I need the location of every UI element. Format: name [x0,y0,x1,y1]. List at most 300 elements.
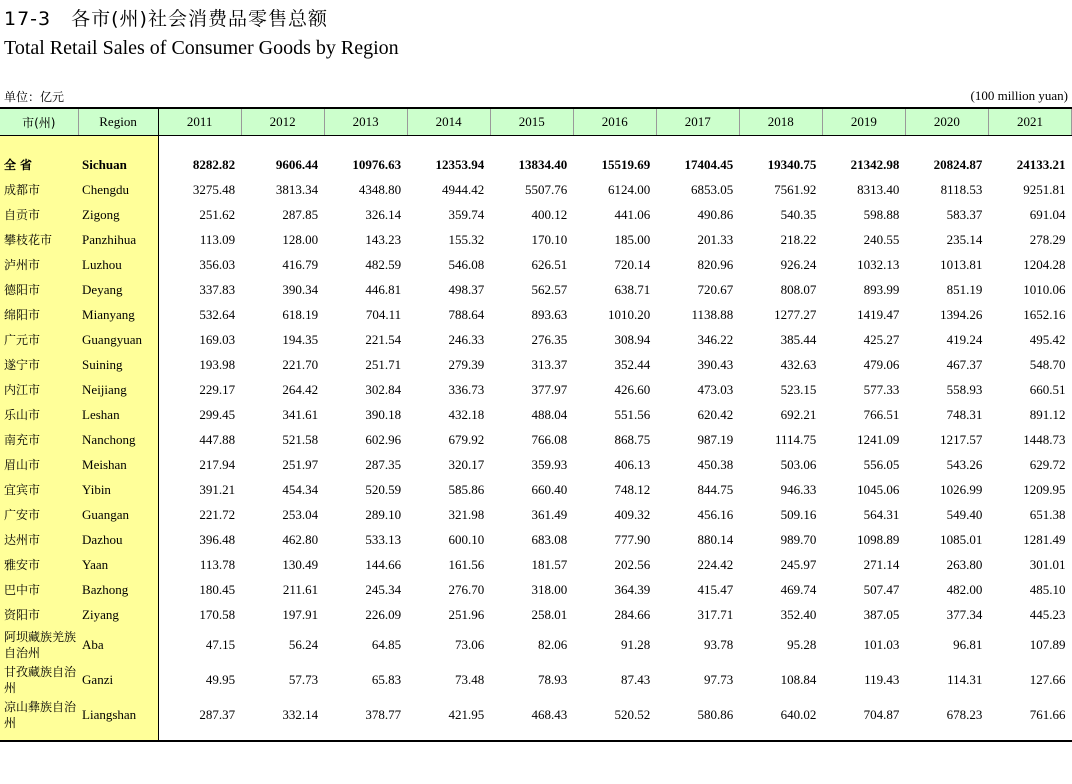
value-cell: 577.33 [863,381,900,397]
value-cell: 660.40 [531,481,568,497]
value-cell: 808.07 [780,281,817,297]
value-cell: 651.38 [1029,506,1066,522]
value-cell: 1026.99 [940,481,983,497]
value-cell: 9251.81 [1023,181,1066,197]
value-cell: 56.24 [288,636,319,652]
table-title-en: Total Retail Sales of Consumer Goods by Region [4,37,399,59]
value-cell: 377.34 [946,606,983,622]
value-cell: 229.17 [199,381,236,397]
value-cell: 1098.89 [857,531,900,547]
value-cell: 73.06 [454,636,485,652]
value-cell: 108.84 [780,671,817,687]
value-cell: 788.64 [448,306,485,322]
value-cell: 851.19 [946,281,983,297]
spacer-cell [158,136,241,153]
value-cell: 245.34 [365,581,402,597]
table-row [0,602,1072,627]
value-cell: 396.48 [199,531,236,547]
value-cell: 546.08 [448,256,485,272]
end-cell [739,732,822,741]
value-cell: 509.16 [780,506,817,522]
value-cell: 271.14 [863,556,900,572]
value-cell: 201.33 [697,231,734,247]
value-cell: 485.10 [1029,581,1066,597]
region-name-cn: 资阳市 [0,602,78,627]
value-cell: 73.48 [454,671,485,687]
value-cell: 551.56 [614,406,651,422]
value-cell: 13834.40 [518,156,568,172]
value-cell: 181.57 [531,556,568,572]
value-cell: 20824.87 [933,156,983,172]
region-name-en: Dazhou [78,527,158,552]
value-cell: 691.04 [1029,206,1066,222]
spacer-cell [656,136,739,153]
region-name-en: Luzhou [78,252,158,277]
value-cell: 276.70 [448,581,485,597]
value-cell: 450.38 [697,456,734,472]
value-cell: 3813.34 [275,181,319,197]
value-cell: 1652.16 [1023,306,1066,322]
table-row [0,697,1072,732]
value-cell: 332.14 [282,706,319,722]
value-cell: 87.43 [621,671,651,687]
value-cell: 251.96 [448,606,485,622]
region-name-en: Ziyang [78,602,158,627]
value-cell: 12353.94 [435,156,485,172]
value-cell: 421.95 [448,706,485,722]
value-cell: 495.42 [1029,331,1066,347]
value-cell: 4348.80 [358,181,402,197]
value-cell: 385.44 [780,331,817,347]
unit-label-en: (100 million yuan) [970,88,1068,103]
value-cell: 1085.01 [940,531,983,547]
end-cell [407,732,490,741]
value-cell: 226.09 [365,606,402,622]
end-row [0,732,1072,741]
table-row [0,352,1072,377]
value-cell: 390.34 [282,281,319,297]
value-cell: 17404.45 [684,156,734,172]
value-cell: 287.85 [282,206,319,222]
value-cell: 1394.26 [940,306,983,322]
region-name-cn: 绵阳市 [0,302,78,327]
region-name-cn: 泸州市 [0,252,78,277]
value-cell: 251.71 [365,356,402,372]
region-name-cn: 雅安市 [0,552,78,577]
value-cell: 313.37 [531,356,568,372]
region-name-en: Leshan [78,402,158,427]
region-name-en: Guangan [78,502,158,527]
value-cell: 326.14 [365,206,402,222]
spacer-cell [241,136,324,153]
table-body [0,136,1072,742]
region-name-cn: 广安市 [0,502,78,527]
column-header-year: 2017 [656,108,739,136]
value-cell: 488.04 [531,406,568,422]
column-header-year: 2013 [324,108,407,136]
value-cell: 409.32 [614,506,651,522]
value-cell: 93.78 [704,636,734,652]
value-cell: 119.43 [864,671,900,687]
value-cell: 308.94 [614,331,651,347]
value-cell: 1281.49 [1023,531,1066,547]
end-cell [0,732,78,741]
end-cell [324,732,407,741]
value-cell: 193.98 [199,356,236,372]
region-name-cn: 攀枝花市 [0,227,78,252]
value-cell: 766.51 [863,406,900,422]
value-cell: 361.49 [531,506,568,522]
spacer-cell [407,136,490,153]
retail-sales-table [0,107,1072,742]
value-cell: 1448.73 [1023,431,1066,447]
value-cell: 3275.48 [192,181,236,197]
value-cell: 704.87 [863,706,900,722]
value-cell: 761.66 [1029,706,1066,722]
spacer-cell [905,136,988,153]
region-name-cn: 遂宁市 [0,352,78,377]
value-cell: 456.16 [697,506,734,522]
region-name-cn: 阿坝藏族羌族自治州 [0,627,78,662]
column-header-year: 2015 [490,108,573,136]
value-cell: 320.17 [448,456,485,472]
table-row [0,662,1072,697]
value-cell: 1241.09 [857,431,900,447]
value-cell: 640.02 [780,706,817,722]
value-cell: 113.09 [199,231,236,247]
end-cell [78,732,158,741]
value-cell: 6124.00 [608,181,651,197]
value-cell: 235.14 [946,231,983,247]
end-cell [988,732,1071,741]
column-header-region-cn: 市(州) [0,108,78,136]
value-cell: 24133.21 [1016,156,1066,172]
value-cell: 583.37 [946,206,983,222]
value-cell: 482.59 [365,256,402,272]
value-cell: 391.21 [199,481,236,497]
value-cell: 299.45 [199,406,236,422]
value-cell: 251.97 [282,456,319,472]
value-cell: 564.31 [863,506,900,522]
region-name-cn: 乐山市 [0,402,78,427]
value-cell: 170.10 [531,231,568,247]
value-cell: 602.96 [365,431,402,447]
value-cell: 844.75 [697,481,734,497]
value-cell: 289.10 [365,506,402,522]
value-cell: 777.90 [614,531,651,547]
value-cell: 161.56 [448,556,485,572]
value-cell: 469.74 [780,581,817,597]
value-cell: 720.67 [697,281,734,297]
region-name-cn: 内江市 [0,377,78,402]
value-cell: 284.66 [614,606,651,622]
value-cell: 253.04 [282,506,319,522]
value-cell: 246.33 [448,331,485,347]
value-cell: 454.34 [282,481,319,497]
value-cell: 278.29 [1029,231,1066,247]
table-header-row [0,108,1072,136]
value-cell: 221.54 [365,331,402,347]
value-cell: 660.51 [1029,381,1066,397]
value-cell: 4944.42 [441,181,485,197]
column-header-year: 2020 [905,108,988,136]
table-row [0,402,1072,427]
value-cell: 287.35 [365,456,402,472]
value-cell: 258.01 [531,606,568,622]
value-cell: 479.06 [863,356,900,372]
value-cell: 432.18 [448,406,485,422]
table-row [0,277,1072,302]
region-name-cn: 德阳市 [0,277,78,302]
value-cell: 352.44 [614,356,651,372]
value-cell: 221.72 [199,506,236,522]
value-cell: 390.43 [697,356,734,372]
region-name-en: Neijiang [78,377,158,402]
value-cell: 473.03 [697,381,734,397]
region-name-cn: 甘孜藏族自治州 [0,662,78,697]
value-cell: 218.22 [780,231,817,247]
value-cell: 1010.20 [608,306,651,322]
table-row [0,252,1072,277]
table-row [0,477,1072,502]
value-cell: 65.83 [371,671,402,687]
value-cell: 113.78 [199,556,236,572]
spacer-cell [573,136,656,153]
value-cell: 19340.75 [767,156,817,172]
value-cell: 626.51 [531,256,568,272]
value-cell: 336.73 [448,381,485,397]
column-header-region-en: Region [78,108,158,136]
region-name-cn: 成都市 [0,177,78,202]
value-cell: 1138.88 [691,306,734,322]
value-cell: 748.12 [614,481,651,497]
value-cell: 548.70 [1029,356,1066,372]
value-cell: 468.43 [531,706,568,722]
region-name-en: Aba [78,627,158,662]
value-cell: 600.10 [448,531,485,547]
end-cell [241,732,324,741]
value-cell: 416.79 [282,256,319,272]
value-cell: 359.74 [448,206,485,222]
region-name-en: Suining [78,352,158,377]
value-cell: 683.08 [531,531,568,547]
value-cell: 432.63 [780,356,817,372]
end-cell [573,732,656,741]
value-cell: 1209.95 [1023,481,1066,497]
value-cell: 337.83 [199,281,236,297]
value-cell: 893.99 [863,281,900,297]
value-cell: 6853.05 [691,181,734,197]
spacer-cell [324,136,407,153]
table-row [0,527,1072,552]
value-cell: 441.06 [614,206,651,222]
value-cell: 620.42 [697,406,734,422]
value-cell: 202.56 [614,556,651,572]
spacer-cell [490,136,573,153]
value-cell: 377.97 [531,381,568,397]
value-cell: 364.39 [614,581,651,597]
region-name-en: Yaan [78,552,158,577]
value-cell: 868.75 [614,431,651,447]
value-cell: 1114.75 [775,431,817,447]
table-row [0,577,1072,602]
value-cell: 346.22 [697,331,734,347]
value-cell: 462.80 [282,531,319,547]
value-cell: 279.39 [448,356,485,372]
value-cell: 8313.40 [857,181,900,197]
region-name-cn: 凉山彝族自治州 [0,697,78,732]
value-cell: 1217.57 [940,431,983,447]
value-cell: 390.18 [365,406,402,422]
table-row [0,452,1072,477]
value-cell: 127.66 [1029,671,1066,687]
table-row [0,327,1072,352]
value-cell: 562.57 [531,281,568,297]
value-cell: 880.14 [697,531,734,547]
value-cell: 143.23 [365,231,402,247]
unit-label-cn: 单位：亿元 [4,90,65,104]
table-row [0,302,1072,327]
region-name-cn: 自贡市 [0,202,78,227]
value-cell: 425.27 [863,331,900,347]
region-name-en: Sichuan [78,152,158,177]
spacer-cell [0,136,78,153]
value-cell: 211.61 [282,581,319,597]
region-name-en: Meishan [78,452,158,477]
value-cell: 197.91 [282,606,319,622]
value-cell: 989.70 [780,531,817,547]
region-name-cn: 宜宾市 [0,477,78,502]
value-cell: 97.73 [704,671,734,687]
end-cell [158,732,241,741]
value-cell: 926.24 [780,256,817,272]
value-cell: 114.31 [947,671,983,687]
value-cell: 155.32 [448,231,485,247]
value-cell: 302.84 [365,381,402,397]
value-cell: 498.37 [448,281,485,297]
value-cell: 692.21 [780,406,817,422]
spacer-cell [739,136,822,153]
value-cell: 748.31 [946,406,983,422]
value-cell: 678.23 [946,706,983,722]
value-cell: 221.70 [282,356,319,372]
value-cell: 618.19 [282,306,319,322]
value-cell: 820.96 [697,256,734,272]
value-cell: 891.12 [1029,406,1066,422]
value-cell: 91.28 [621,636,651,652]
column-header-year: 2011 [158,108,241,136]
region-name-cn: 巴中市 [0,577,78,602]
value-cell: 704.11 [365,306,402,322]
value-cell: 10976.63 [352,156,402,172]
value-cell: 720.14 [614,256,651,272]
region-name-en: Mianyang [78,302,158,327]
value-cell: 446.81 [365,281,402,297]
value-cell: 169.03 [199,331,236,347]
value-cell: 1204.28 [1023,256,1066,272]
value-cell: 946.33 [780,481,817,497]
end-cell [822,732,905,741]
value-cell: 400.12 [531,206,568,222]
column-header-year: 2012 [241,108,324,136]
value-cell: 321.98 [448,506,485,522]
value-cell: 598.88 [863,206,900,222]
region-name-en: Chengdu [78,177,158,202]
value-cell: 194.35 [282,331,319,347]
value-cell: 15519.69 [601,156,651,172]
spacer-row [0,136,1072,153]
table-row [0,227,1072,252]
value-cell: 467.37 [946,356,983,372]
table-row [0,627,1072,662]
value-cell: 580.86 [697,706,734,722]
value-cell: 240.55 [863,231,900,247]
table-row [0,202,1072,227]
value-cell: 556.05 [863,456,900,472]
value-cell: 264.42 [282,381,319,397]
value-cell: 8118.53 [940,181,983,197]
value-cell: 387.05 [863,606,900,622]
value-cell: 356.03 [199,256,236,272]
value-cell: 419.24 [946,331,983,347]
region-name-en: Bazhong [78,577,158,602]
value-cell: 301.01 [1029,556,1066,572]
value-cell: 144.66 [365,556,402,572]
value-cell: 679.92 [448,431,485,447]
region-name-cn: 南充市 [0,427,78,452]
value-cell: 130.49 [282,556,319,572]
column-header-year: 2014 [407,108,490,136]
value-cell: 9606.44 [275,156,319,172]
value-cell: 47.15 [205,636,236,652]
value-cell: 57.73 [288,671,319,687]
region-name-en: Nanchong [78,427,158,452]
value-cell: 5507.76 [524,181,568,197]
value-cell: 523.15 [780,381,817,397]
value-cell: 170.58 [199,606,236,622]
value-cell: 317.71 [697,606,734,622]
value-cell: 766.08 [531,431,568,447]
value-cell: 49.95 [205,671,236,687]
total-row [0,152,1072,177]
value-cell: 245.97 [780,556,817,572]
value-cell: 21342.98 [850,156,900,172]
column-header-year: 2019 [822,108,905,136]
table-row [0,427,1072,452]
data-table-wrapper [0,107,1072,742]
spacer-cell [78,136,158,153]
value-cell: 426.60 [614,381,651,397]
table-row [0,377,1072,402]
table-row [0,502,1072,527]
value-cell: 1010.06 [1023,281,1066,297]
value-cell: 78.93 [537,671,568,687]
value-cell: 1013.81 [940,256,983,272]
value-cell: 1032.13 [857,256,900,272]
value-cell: 540.35 [780,206,817,222]
value-cell: 378.77 [365,706,402,722]
value-cell: 549.40 [946,506,983,522]
value-cell: 507.47 [863,581,900,597]
value-cell: 128.00 [282,231,319,247]
end-cell [905,732,988,741]
value-cell: 359.93 [531,456,568,472]
value-cell: 224.42 [697,556,734,572]
value-cell: 558.93 [946,381,983,397]
spacer-cell [988,136,1071,153]
region-name-cn: 达州市 [0,527,78,552]
value-cell: 251.62 [199,206,236,222]
